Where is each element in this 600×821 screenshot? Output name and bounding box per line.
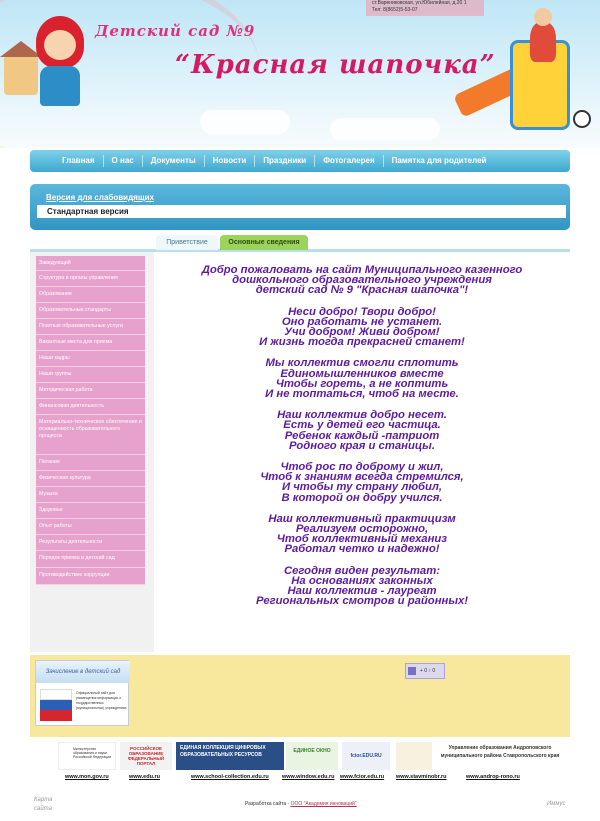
sidebar-item-pe[interactable]: Физическая культура	[36, 471, 145, 487]
nav-documents[interactable]: Документы	[143, 155, 205, 167]
official-site-text: Официальный сайт для размещения информации о государственных (муниципальных) учреждениях	[76, 691, 127, 710]
poem-line: Родного края и станицы.	[289, 439, 435, 452]
sidebar-item-paid-services[interactable]: Платные образовательные услуги	[36, 319, 145, 335]
education-department-text: Управление образования Андроповского муниципального района Ставропольского края	[440, 745, 560, 759]
footer-right-label: Иммус	[547, 801, 566, 807]
standard-version-link[interactable]: Стандартная версия	[37, 205, 566, 218]
poem-line: Региональных смотров и районных!	[255, 595, 469, 608]
poem-line: На основаниях законных	[291, 574, 433, 587]
sidebar-item-equipment[interactable]: Материально-техническое обеспечение и оснащенность образовательного процесса	[36, 415, 145, 455]
site-map-link[interactable]: Карта сайта	[34, 797, 53, 812]
poem-line: Добро пожаловать на сайт Муниципального казенного	[201, 264, 523, 276]
mon-gov-link[interactable]: www.mon.gov.ru	[65, 774, 109, 780]
poem-stanza	[176, 265, 548, 296]
sidebar-item-experience[interactable]: Опыт работы	[36, 519, 145, 535]
poem-line: Наш коллективный практицизм	[268, 512, 456, 525]
poem-line: Сегодня виден результат:	[283, 564, 441, 577]
poem-line: Чтоб к знаниям всегда стремился,	[260, 471, 464, 484]
nav-holidays[interactable]: Праздники	[255, 155, 315, 167]
nav-gallery[interactable]: Фотогалерея	[315, 155, 383, 167]
sidebar-item-staff[interactable]: Наши кадры	[36, 351, 145, 367]
poem-line: Есть у детей его частица.	[283, 419, 441, 432]
sidebar-item-methodical[interactable]: Методическая работа	[36, 383, 145, 399]
minobr-logo[interactable]: Министерство образования и науки Российской Федерации	[58, 742, 116, 770]
enrollment-banner-title: Зачисление в детский сад	[36, 661, 130, 683]
low-vision-version-link[interactable]: Версия для слабовидящих	[46, 193, 154, 202]
poem-line: Чтоб коллективный механиз	[276, 533, 448, 546]
poem-stanza	[176, 410, 548, 451]
poem-line: Чтоб рос по доброму и жил,	[280, 461, 444, 474]
sidebar-item-results[interactable]: Результаты деятельности	[36, 535, 145, 551]
enrollment-banner[interactable]	[35, 660, 129, 726]
school-collection-link[interactable]: www.school-collection.edu.ru	[191, 774, 269, 780]
sidebar-item-head[interactable]: Заведующий	[36, 256, 145, 271]
edu-link[interactable]: www.edu.ru	[129, 774, 160, 780]
poem-line: Наш коллектив добро несет.	[277, 409, 447, 422]
poem-line: И не топтаться, чтоб на месте.	[265, 388, 459, 401]
poem-line: Работал четко и надежно!	[284, 543, 440, 556]
stavminobr-link[interactable]: www.stavminobr.ru	[396, 774, 447, 780]
developer-credit	[245, 801, 357, 807]
sidebar-item-standards[interactable]: Образовательные стандарты	[36, 303, 145, 319]
school-collection-logo[interactable]: ЕДИНАЯ КОЛЛЕКЦИЯ ЦИФРОВЫХ ОБРАЗОВАТЕЛЬНЫХ РЕСУРСОВ	[176, 742, 284, 770]
developer-prefix: Разработка сайта -	[245, 801, 291, 807]
poem-stanza	[176, 462, 548, 503]
poem-stanza	[176, 514, 548, 555]
poem-line: И жизнь тогда прекрасней станет!	[259, 336, 465, 349]
stavropol-coat-of-arms-icon[interactable]	[396, 742, 432, 770]
sidebar-item-food[interactable]: Питание	[36, 455, 145, 471]
sidebar-item-admission[interactable]: Порядок приема в детский сад	[36, 551, 145, 568]
developer-link[interactable]: ООО "Академия инноваций"	[290, 801, 357, 807]
sidebar-item-vacancies[interactable]: Вакантные места для приема	[36, 335, 145, 351]
poem-line: Единомышленников вместе	[280, 367, 444, 380]
nav-about[interactable]: О нас	[104, 155, 143, 167]
poem-line: Учи добром! Живи добром!	[284, 326, 440, 339]
sidebar-item-structure[interactable]: Структура и органы управления	[36, 271, 145, 287]
nav-home[interactable]: Главная	[54, 155, 104, 167]
welcome-poem	[176, 265, 548, 617]
window-edu-logo[interactable]: ЕДИНОЕ ОКНО	[286, 742, 338, 770]
cloud-decoration	[330, 118, 440, 140]
visit-counter[interactable]: + 0 ↑ 0	[405, 663, 445, 679]
sidebar-item-education[interactable]: Образование	[36, 287, 145, 303]
poem-line: И чтобы ту страну любил,	[281, 481, 443, 494]
sidebar-menu	[36, 256, 145, 585]
kindergarten-name: “Красная шапочка”	[175, 50, 496, 80]
cloud-decoration	[200, 110, 290, 134]
poem-line: детский сад № 9 "Красная шапочка"!	[255, 284, 469, 297]
edu-portal-logo[interactable]: РОССИЙСКОЕ ОБРАЗОВАНИЕ ФЕДЕРАЛЬНЫЙ ПОРТАЛ	[120, 742, 172, 770]
sidebar-item-anticorruption[interactable]: Противодействие коррупции	[36, 568, 145, 585]
poem-line: В которой он добру учился.	[281, 491, 443, 504]
poem-line: Реализуем осторожно,	[295, 523, 429, 536]
fcior-logo[interactable]: fcior.EDU.RU	[342, 742, 390, 770]
main-nav	[30, 150, 570, 172]
kindergarten-title: Детский сад №9	[95, 22, 256, 40]
poem-line: Чтобы гореть, а не коптить	[275, 377, 449, 390]
russia-flag-icon	[40, 689, 72, 721]
poem-line: Неси добро! Твори добро!	[288, 305, 436, 318]
sidebar-item-finance[interactable]: Финансовая деятельность	[36, 399, 145, 415]
androp-rono-link[interactable]: www.androp-rono.ru	[466, 774, 520, 780]
poem-stanza	[176, 307, 548, 348]
poem-line: Наш коллектив - лауреат	[287, 585, 437, 598]
nav-parents-memo[interactable]: Памятка для родителей	[391, 156, 487, 165]
poem-stanza	[176, 566, 548, 607]
poem-line: Ребенок каждый -патриот	[284, 429, 440, 442]
sidebar-item-music[interactable]: Музыка	[36, 487, 145, 503]
poem-line: дошкольного образовательного учреждения	[232, 274, 492, 287]
fcior-link[interactable]: www.fcior.edu.ru	[340, 774, 385, 780]
sidebar-item-health[interactable]: Здоровье	[36, 503, 145, 519]
red-riding-hood-illustration	[30, 16, 90, 111]
poem-stanza	[176, 358, 548, 399]
tab-greeting[interactable]: Приветствие	[156, 235, 218, 250]
window-edu-link[interactable]: www.window.edu.ru	[282, 774, 335, 780]
poem-line: Оно работать не устанет.	[281, 315, 443, 328]
poem-line: Мы коллектив смогли сплотить	[265, 357, 459, 370]
sidebar-item-groups[interactable]: Наши группы	[36, 367, 145, 383]
header-address: ст.Варениковская, ул.Юбилейная, д.20 1 Тел: 8(8652)5-53-07	[372, 0, 467, 13]
nav-news[interactable]: Новости	[205, 155, 256, 167]
tab-basic-info[interactable]: Основные сведения	[220, 235, 308, 250]
